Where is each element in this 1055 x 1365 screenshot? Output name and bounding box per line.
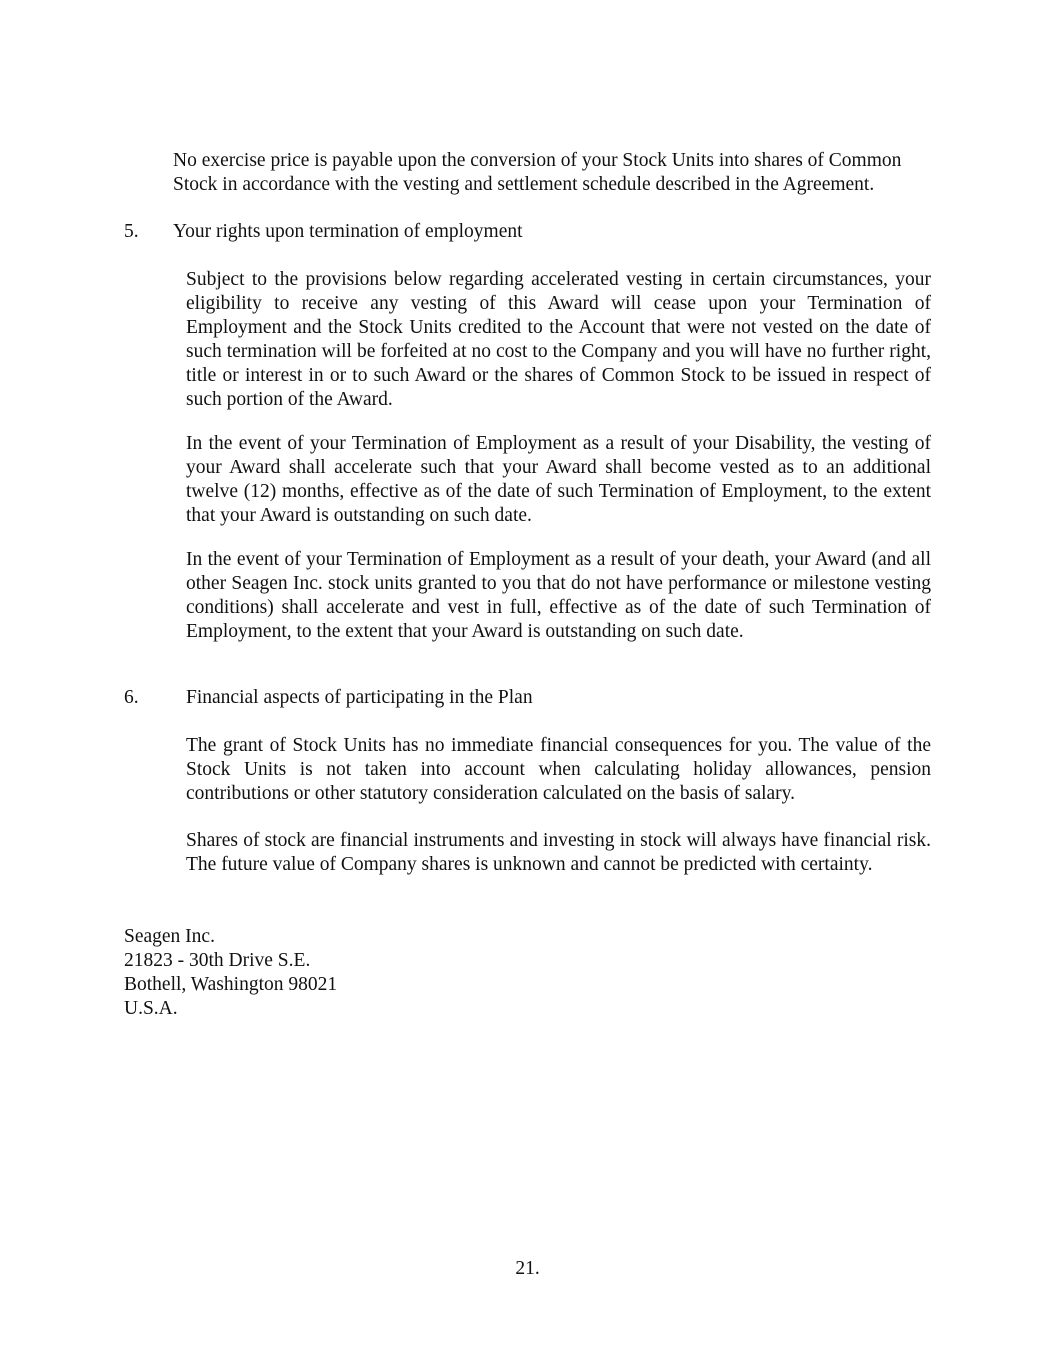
section-5-number: 5. [124, 221, 139, 242]
section-6-paragraph-2: Shares of stock are financial instruments and investing in stock will always have financial risk. The future value of Company shares is unknown and cannot be predicted with certainty. [186, 830, 931, 875]
address-country: U.S.A. [124, 998, 178, 1019]
address-street: 21823 - 30th Drive S.E. [124, 950, 311, 971]
intro-paragraph: No exercise price is payable upon the conversion of your Stock Units into shares of Common Stock in accordance with the vesting and settlement schedule described in the Agreement. [173, 150, 902, 195]
address-city: Bothell, Washington 98021 [124, 974, 338, 995]
section-5-heading [124, 220, 724, 244]
section-6-title: Financial aspects of participating in the Plan [186, 687, 533, 708]
section-6-heading [124, 686, 724, 710]
company-address [124, 925, 524, 1021]
section-6-paragraph-1: The grant of Stock Units has no immediate financial consequences for you. The value of the Stock Units is not taken into account when calculating holiday allowances, pension contributions or other statutory consideration calculated on the basis of salary. [186, 735, 931, 804]
address-company: Seagen Inc. [124, 926, 215, 947]
section-6-number: 6. [124, 687, 139, 708]
section-5-paragraph-1: Subject to the provisions below regarding accelerated vesting in certain circumstances, your eligibility to receive any vesting of this Award will cease upon your Termination of Employment and the Stock Units credited to the Account that were not vested on the date of such termination will be forfeited at no cost to the Company and you will have no further right, title or interest in or to such Award or the shares of Common Stock to be issued in respect of such portion of the Award. [186, 269, 931, 410]
section-5-paragraph-3: In the event of your Termination of Employment as a result of your death, your Award (and all other Seagen Inc. stock units granted to you that do not have performance or milestone vesting conditions) shall accelerate and vest in full, effective as of the date of such Termination of Employment, to the extent that your Award is outstanding on such date. [186, 549, 931, 642]
section-5-paragraph-2: In the event of your Termination of Employment as a result of your Disability, the vesting of your Award shall accelerate such that your Award shall become vested as to an additional twelve (12) months, effective as of the date of such Termination of Employment, to the extent that your Award is outstanding on such date. [186, 433, 931, 526]
page-number: 21. [515, 1258, 540, 1279]
section-5-title: Your rights upon termination of employment [173, 221, 523, 242]
